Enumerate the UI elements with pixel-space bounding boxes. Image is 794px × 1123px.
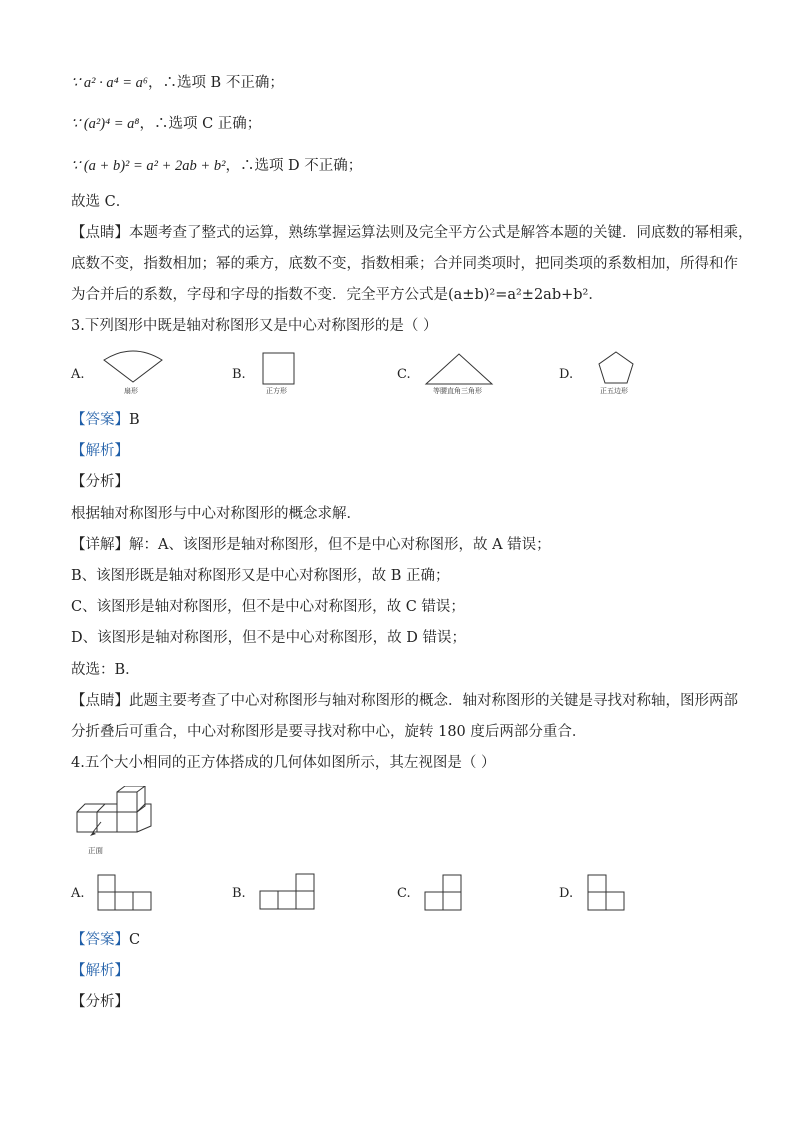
text: ，∴选项 B 不正确； <box>147 75 284 91</box>
q2-line-b <box>71 73 284 93</box>
q4-fenxi-heading <box>71 992 129 1012</box>
fenxi-tag: 【分析】 <box>71 994 129 1010</box>
q3-option-a-label: A. <box>71 367 85 382</box>
q3-xiangjie-3: C、该图形是轴对称图形，但不是中心对称图形，故 C 错误； <box>71 599 465 615</box>
answer-value: C <box>129 932 141 948</box>
text: 此题主要考查了中心对称图形与轴对称图形的概念．轴对称图形的关键是寻找对称轴，图形两部 <box>129 693 738 709</box>
q2-dianjing-2: 底数不变，指数相加；幂的乘方，底数不变，指数相乘；合并同类项时，把同类项的系数相加，所得和作 <box>71 256 738 272</box>
math-expression: ∵ a² · a⁴ = a⁶ <box>71 75 148 91</box>
q4-option-b-label: B. <box>232 886 246 901</box>
q3-fenxi-heading <box>71 472 129 492</box>
option-caption: 扇形 <box>124 387 138 395</box>
q2-line-c <box>71 114 261 134</box>
q3-xiangjie-2: B、该图形既是轴对称图形又是中心对称图形，故 B 正确； <box>71 568 450 584</box>
text: ，∴选项 C 正确； <box>139 116 262 132</box>
q3-option-b-label: B. <box>232 367 246 382</box>
fenxi-tag: 【分析】 <box>71 474 129 490</box>
q3-answer <box>71 410 140 430</box>
q3-question: 3.下列图形中既是轴对称图形又是中心对称图形的是（ ） <box>71 318 438 334</box>
dianjing-tag: 【点睛】 <box>71 693 129 709</box>
left-view-option-a <box>97 873 155 913</box>
q3-dianjing-1 <box>71 691 738 711</box>
q3-fenxi: 根据轴对称图形与中心对称图形的概念求解． <box>71 506 361 522</box>
square-figure <box>262 352 296 386</box>
q2-dianjing-1 <box>71 223 753 243</box>
cube-stack-figure <box>74 786 154 844</box>
q2-conclusion: 故选 C． <box>71 194 131 210</box>
option-caption: 正方形 <box>266 387 287 395</box>
q4-answer <box>71 930 140 950</box>
q4-option-c-label: C. <box>397 886 411 901</box>
left-view-option-c <box>424 873 464 913</box>
q3-jiexi-heading <box>71 441 129 461</box>
q3-conclusion: 故选：B． <box>71 662 140 678</box>
answer-value: B <box>129 412 140 428</box>
figure-caption: 正面 <box>88 846 103 855</box>
left-view-option-d <box>587 873 627 913</box>
q3-xiangjie-4: D、该图形是轴对称图形，但不是中心对称图形，故 D 错误； <box>71 630 466 646</box>
q3-option-d-label: D. <box>559 367 574 382</box>
jiexi-tag: 【解析】 <box>71 963 129 979</box>
text: 解：A、该图形是轴对称图形，但不是中心对称图形，故 A 错误； <box>129 537 551 553</box>
q4-option-a-label: A. <box>71 886 85 901</box>
answer-tag: 【答案】 <box>71 412 129 428</box>
jiexi-tag: 【解析】 <box>71 443 129 459</box>
q3-dianjing-2: 分折叠后可重合，中心对称图形是要寻找对称中心，旋转 180 度后两部分重合． <box>71 724 587 740</box>
math-expression: ∵ (a + b)² = a² + 2ab + b² <box>71 158 226 174</box>
q3-option-c-label: C. <box>397 367 411 382</box>
text: 本题考查了整式的运算，熟练掌握运算法则及完全平方公式是解答本题的关键．同底数的幂相乘， <box>129 225 753 241</box>
q2-line-d <box>71 156 362 176</box>
q4-question: 4.五个大小相同的正方体搭成的几何体如图所示，其左视图是（ ） <box>71 755 496 771</box>
q4-option-d-label: D. <box>559 886 574 901</box>
option-caption: 正五边形 <box>600 387 628 395</box>
option-caption: 等腰直角三角形 <box>433 387 482 395</box>
math-expression: ∵ (a²)⁴ = a⁸ <box>71 116 140 132</box>
q4-jiexi-heading <box>71 961 129 981</box>
text: ，∴选项 D 不正确； <box>225 158 363 174</box>
answer-tag: 【答案】 <box>71 932 129 948</box>
xiangjie-tag: 【详解】 <box>71 537 129 553</box>
sector-figure <box>100 348 166 388</box>
q2-dianjing-3: 为合并后的系数，字母和字母的指数不变．完全平方公式是(a±b)²=a²±2ab+b²． <box>71 287 603 303</box>
q3-xiangjie-1 <box>71 535 551 555</box>
isosceles-right-triangle-figure <box>424 352 494 386</box>
dianjing-tag: 【点睛】 <box>71 225 129 241</box>
left-view-option-b <box>259 872 317 912</box>
regular-pentagon-figure <box>596 350 636 386</box>
